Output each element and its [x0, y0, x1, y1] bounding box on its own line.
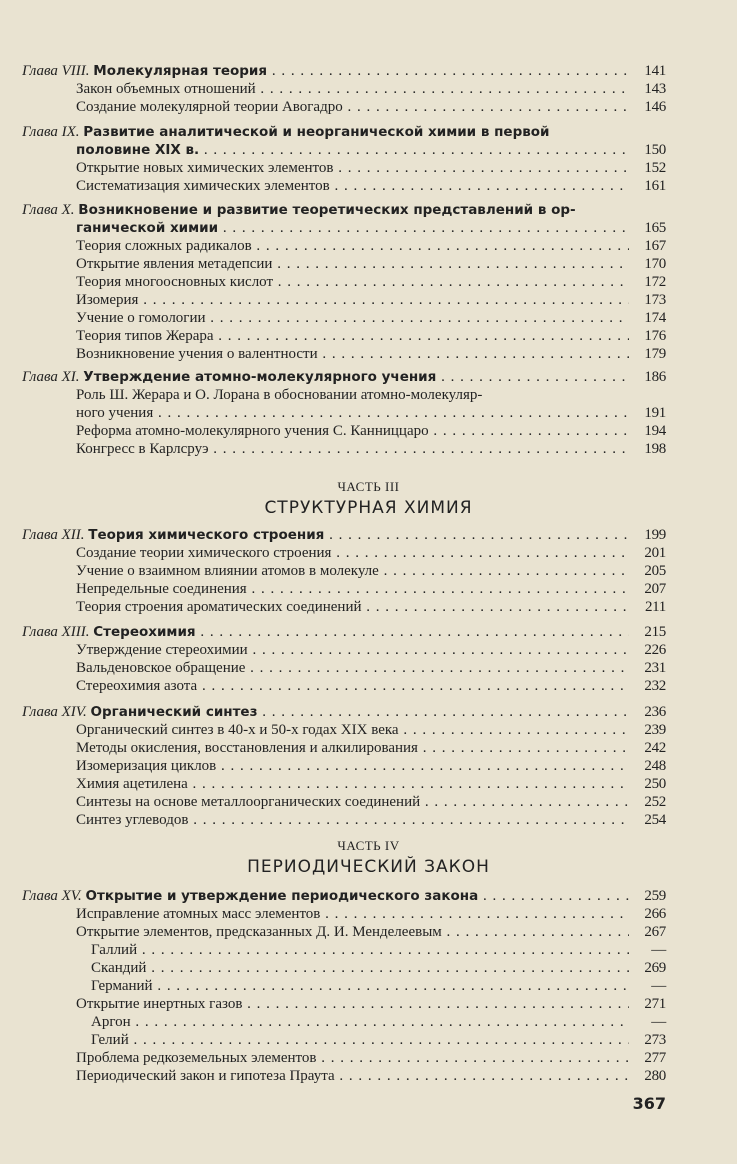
chapter-label: Глава XIV.	[22, 704, 87, 720]
page-number: 211	[644, 599, 666, 615]
section-entry	[0, 905, 737, 923]
section-entry	[0, 544, 737, 562]
section-title: ного учения . . .	[76, 404, 629, 422]
chapter-10-heading-cont	[0, 219, 737, 237]
page-number: 252	[644, 794, 666, 810]
section-title: Проблема редкоземельных элементов . . .	[76, 1049, 629, 1067]
chapter-8-heading	[0, 62, 737, 80]
subsection-title: Германий . . .	[91, 977, 629, 995]
chapter-15-heading	[0, 887, 737, 905]
page-number: 231	[644, 660, 666, 676]
section-title: Теория сложных радикалов . . .	[76, 237, 629, 255]
section-title: Роль Ш. Жерара и О. Лорана в обосновании атомно-молекуляр-	[76, 387, 483, 403]
section-title: Периодический закон и гипотеза Праута . . .	[76, 1067, 629, 1085]
section-entry	[0, 923, 737, 941]
subsection-title: Аргон . . .	[91, 1013, 629, 1031]
page-number: 269	[644, 960, 666, 976]
chapter-10-heading	[0, 201, 737, 219]
section-title: Закон объемных отношений . . .	[76, 80, 629, 98]
chapter-title: Стереохимия	[93, 624, 196, 640]
page-number: 205	[644, 563, 666, 579]
page-number: 176	[644, 328, 666, 344]
chapter-title: ганической химии	[76, 220, 219, 236]
chapter-9-heading	[0, 123, 737, 141]
page-number: 273	[644, 1032, 666, 1048]
section-title: Учение о гомологии . . .	[76, 309, 629, 327]
page-number: 201	[644, 545, 666, 561]
section-title: Стереохимия азота . . .	[76, 677, 629, 695]
page-number: 236	[644, 704, 666, 720]
chapter-label: Глава VIII.	[22, 63, 90, 79]
page-number: 254	[644, 812, 666, 828]
part-title: ПЕРИОДИЧЕСКИЙ ЗАКОН	[247, 857, 490, 877]
chapter-title: половине XIX в.	[76, 142, 200, 158]
section-entry	[0, 1067, 737, 1085]
section-title: Возникновение учения о валентности . . .	[76, 345, 629, 363]
page-number: 170	[644, 256, 666, 272]
chapter-label: Глава IX.	[22, 124, 80, 140]
page-number: 280	[644, 1068, 666, 1084]
chapter-title: Органический синтез	[90, 704, 258, 720]
chapter-11-heading	[0, 368, 737, 386]
section-title: Утверждение стереохимии . . .	[76, 641, 629, 659]
chapter-label: Глава XV.	[22, 888, 82, 904]
page-number: 172	[644, 274, 666, 290]
page-number: 207	[644, 581, 666, 597]
subsection-entry	[0, 959, 737, 977]
section-entry	[0, 177, 737, 195]
section-entry	[0, 721, 737, 739]
section-title: Открытие инертных газов . . .	[76, 995, 629, 1013]
page-number: —	[651, 978, 666, 994]
page-number: 215	[644, 624, 666, 640]
chapter-label: Глава XI.	[22, 369, 80, 385]
page-number: 277	[644, 1050, 666, 1066]
part-title: СТРУКТУРНАЯ ХИМИЯ	[264, 498, 473, 518]
section-title: Вальденовское обращение . . .	[76, 659, 629, 677]
section-entry	[0, 309, 737, 327]
page-number: 248	[644, 758, 666, 774]
section-entry-cont	[0, 404, 737, 422]
section-entry	[0, 273, 737, 291]
page-number: 161	[644, 178, 666, 194]
chapter-title: Молекулярная теория	[93, 63, 268, 79]
page-number: 165	[644, 220, 666, 236]
section-entry	[0, 98, 737, 116]
section-title: Конгресс в Карлсруэ . . .	[76, 440, 629, 458]
section-title: Учение о взаимном влиянии атомов в молекуле . . .	[76, 562, 629, 580]
section-entry	[0, 811, 737, 829]
section-entry	[0, 327, 737, 345]
section-title: Создание теории химического строения . . .	[76, 544, 629, 562]
page-number: —	[651, 1014, 666, 1030]
page-number: 242	[644, 740, 666, 756]
chapter-14-heading	[0, 703, 737, 721]
section-entry	[0, 641, 737, 659]
section-entry	[0, 775, 737, 793]
chapter-label: Глава XIII.	[22, 624, 90, 640]
page-number: 143	[644, 81, 666, 97]
section-title: Создание молекулярной теории Авогадро . . .	[76, 98, 629, 116]
section-entry	[0, 793, 737, 811]
section-entry	[0, 440, 737, 458]
section-title: Изомеризация циклов . . .	[76, 757, 629, 775]
page-number: 179	[644, 346, 666, 362]
section-entry	[0, 386, 737, 404]
page-number: 152	[644, 160, 666, 176]
page-number: 232	[644, 678, 666, 694]
page-number: 199	[644, 527, 666, 543]
page-number: 267	[644, 924, 666, 940]
page-number: 239	[644, 722, 666, 738]
chapter-12-heading	[0, 526, 737, 544]
page-number: 191	[644, 405, 666, 421]
chapter-title: Развитие аналитической и неорганической химии в первой	[83, 124, 550, 140]
page-number: 259	[644, 888, 666, 904]
part-label: ЧАСТЬ IV	[337, 838, 400, 853]
section-title: Открытие новых химических элементов . . .	[76, 159, 629, 177]
section-entry	[0, 677, 737, 695]
page-number: 198	[644, 441, 666, 457]
page-number: 194	[644, 423, 666, 439]
page-number: 173	[644, 292, 666, 308]
section-entry	[0, 1049, 737, 1067]
page-number: 167	[644, 238, 666, 254]
section-title: Открытие элементов, предсказанных Д. И. Менделеевым . . .	[76, 923, 629, 941]
section-title: Теория многоосновных кислот . . .	[76, 273, 629, 291]
subsection-entry	[0, 1013, 737, 1031]
section-entry	[0, 562, 737, 580]
page-number: 250	[644, 776, 666, 792]
chapter-label: Глава X.	[22, 202, 75, 218]
chapter-13-heading	[0, 623, 737, 641]
section-entry	[0, 255, 737, 273]
page-number: 186	[644, 369, 666, 385]
section-entry	[0, 80, 737, 98]
chapter-title: Утверждение атомно-молекулярного учения	[83, 369, 437, 385]
section-title: Реформа атомно-молекулярного учения С. Канниццаро . . .	[76, 422, 629, 440]
section-title: Синтез углеводов . . .	[76, 811, 629, 829]
chapter-label: Глава XII.	[22, 527, 85, 543]
page-number: 174	[644, 310, 666, 326]
section-entry	[0, 739, 737, 757]
page-number: 271	[644, 996, 666, 1012]
page-number: 226	[644, 642, 666, 658]
section-entry	[0, 757, 737, 775]
section-title: Непредельные соединения . . .	[76, 580, 629, 598]
subsection-title: Гелий . . .	[91, 1031, 629, 1049]
section-entry	[0, 159, 737, 177]
section-title: Органический синтез в 40-х и 50-х годах XIX века . . .	[76, 721, 629, 739]
section-title: Систематизация химических элементов . . .	[76, 177, 629, 195]
section-entry	[0, 995, 737, 1013]
part-label: ЧАСТЬ III	[337, 479, 400, 494]
page-folio: 367	[632, 1094, 666, 1113]
section-entry	[0, 291, 737, 309]
chapter-title: Возникновение и развитие теоретических представлений в ор-	[78, 202, 576, 218]
section-entry	[0, 345, 737, 363]
page-number: 141	[644, 63, 666, 79]
page-number: —	[651, 942, 666, 958]
subsection-title: Галлий . . .	[91, 941, 629, 959]
page-number: 146	[644, 99, 666, 115]
section-title: Теория строения ароматических соединений . . .	[76, 598, 629, 616]
section-entry	[0, 580, 737, 598]
subsection-entry	[0, 1031, 737, 1049]
page-number: 150	[644, 142, 666, 158]
subsection-entry	[0, 977, 737, 995]
subsection-entry	[0, 941, 737, 959]
section-title: Открытие явления метадепсии . . .	[76, 255, 629, 273]
chapter-title: Открытие и утверждение периодического закона	[85, 888, 479, 904]
section-entry	[0, 422, 737, 440]
section-entry	[0, 237, 737, 255]
section-title: Методы окисления, восстановления и алкилирования . . .	[76, 739, 629, 757]
section-title: Синтезы на основе металлоорганических соединений . . .	[76, 793, 629, 811]
section-entry	[0, 598, 737, 616]
chapter-title: Теория химического строения	[88, 527, 325, 543]
page-number: 266	[644, 906, 666, 922]
section-title: Изомерия . . .	[76, 291, 629, 309]
subsection-title: Скандий . . .	[91, 959, 629, 977]
chapter-9-heading-cont	[0, 141, 737, 159]
section-entry	[0, 659, 737, 677]
section-title: Химия ацетилена . . .	[76, 775, 629, 793]
section-title: Теория типов Жерара . . .	[76, 327, 629, 345]
section-title: Исправление атомных масс элементов . . .	[76, 905, 629, 923]
